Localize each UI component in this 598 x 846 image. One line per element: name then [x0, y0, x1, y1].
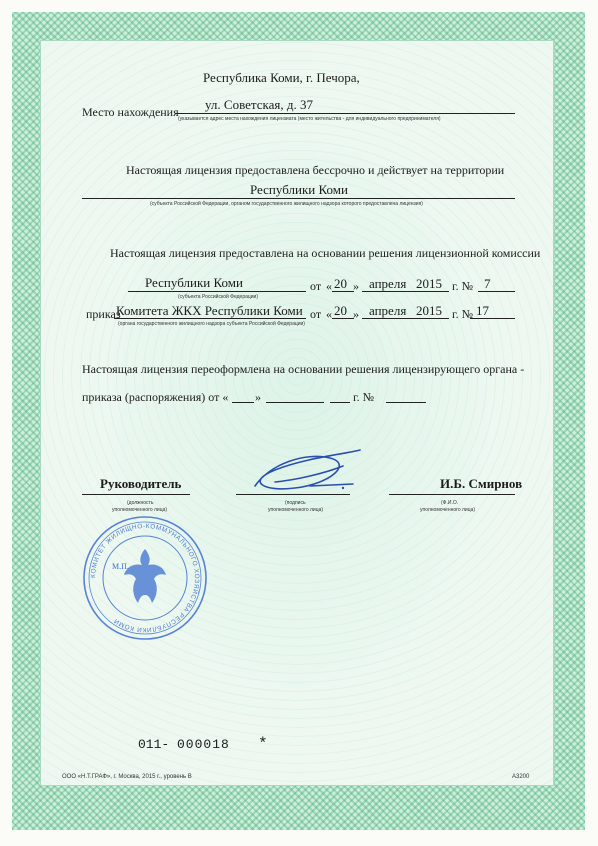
decision-month: апреля: [369, 276, 407, 291]
order-year: 2015: [416, 303, 442, 318]
order-ot-label: от: [310, 307, 322, 321]
order-day-close: »: [353, 307, 359, 321]
organ-underline: [114, 318, 306, 319]
territory-caption: (субъекта Российской Федерации, органом государственного жилищного надзора которого предоставлена лицензия): [150, 201, 423, 207]
day-underline: [332, 291, 354, 292]
seal-mp: М.П.: [112, 562, 129, 571]
reissue-line-1: Настоящая лицензия переоформлена на основании решения лицензирующего органа -: [82, 362, 525, 376]
form-code: А3200: [512, 774, 530, 780]
reissue-line-2c: г. №: [353, 390, 375, 404]
organ-caption: (органа государственного жилищного надзора субъекта Российской Федерации): [118, 321, 305, 327]
order-day-underline: [332, 318, 354, 319]
order-number: 17: [476, 303, 489, 318]
address-line-1: Республика Коми, г. Печора,: [203, 70, 360, 85]
signature-caption-2: уполномоченного лица): [268, 507, 324, 513]
name-caption-1: (Ф.И.О.: [441, 500, 459, 506]
signer-name: И.Б. Смирнов: [440, 476, 523, 491]
commission-value: Республики Коми: [145, 275, 243, 290]
decision-number-label: г. №: [452, 279, 474, 293]
decision-year: 2015: [416, 276, 442, 291]
document-body: [40, 40, 554, 786]
decision-day: 20: [334, 276, 347, 291]
reissue-month-blank: [266, 402, 324, 403]
reissue-day-blank: [232, 402, 254, 403]
order-month: апреля: [369, 303, 407, 318]
official-seal: [82, 515, 208, 641]
seal-emblem: [124, 549, 166, 603]
reissue-line-2a: приказа (распоряжения) от «: [82, 390, 229, 404]
territory-underline: [82, 198, 515, 199]
day-close-quote: »: [353, 279, 359, 293]
commission-underline: [128, 291, 306, 292]
territory-value: Республики Коми: [250, 182, 348, 197]
basis-text: Настоящая лицензия предоставлена на основании решения лицензионной комиссии: [110, 246, 541, 260]
seal-ring-text: КОМИТЕТ ЖИЛИЩНО-КОММУНАЛЬНОГО ХОЗЯЙСТВА РЕСПУБЛИКИ КОМИ: [89, 522, 201, 634]
reissue-year-blank: [330, 402, 350, 403]
signature-caption-1: (подпись: [285, 500, 306, 506]
position-caption-2: уполномоченного лица): [112, 507, 168, 513]
serial-prefix: 011-: [138, 737, 170, 752]
commission-caption: (субъекта Российской Федерации): [178, 294, 259, 300]
year-underline: [413, 291, 449, 292]
position-caption-1: (должность: [127, 500, 154, 506]
name-caption-2: уполномоченного лица): [420, 507, 476, 513]
prikaz-label: приказ: [86, 307, 121, 321]
number-underline: [478, 291, 515, 292]
order-day: 20: [334, 303, 347, 318]
date-ot-label: от: [310, 279, 322, 293]
address-line-2: ул. Советская, д. 37: [205, 97, 314, 112]
serial-number: 000018: [177, 737, 230, 752]
reissue-number-blank: [386, 402, 426, 403]
address-underline: [175, 113, 515, 114]
order-number-underline: [470, 318, 515, 319]
order-year-underline: [413, 318, 449, 319]
serial-mark: *: [258, 735, 268, 753]
territory-text: Настоящая лицензия предоставлена бессрочно и действует на территории: [126, 163, 505, 177]
handwritten-signature: [235, 444, 365, 504]
order-day-open: «: [326, 307, 332, 321]
organ-value: Комитета ЖКХ Республики Коми: [116, 303, 303, 318]
month-underline: [362, 291, 420, 292]
position-underline: [82, 494, 190, 495]
order-month-underline: [362, 318, 420, 319]
address-label: Место нахождения: [82, 105, 179, 119]
name-underline: [389, 494, 515, 495]
order-number-label: г. №: [452, 307, 474, 321]
decision-number: 7: [484, 276, 491, 291]
head-label: Руководитель: [100, 476, 182, 491]
printer-info: ООО «Н.Т.ГРАФ», г. Москва, 2015 г., уровень В: [62, 774, 192, 780]
reissue-line-2b: »: [255, 390, 261, 404]
address-caption: (указывается адрес места нахождения лицензиата (место жительства - для индивидуального предпринимателя): [178, 116, 441, 122]
day-open-quote: «: [326, 279, 332, 293]
